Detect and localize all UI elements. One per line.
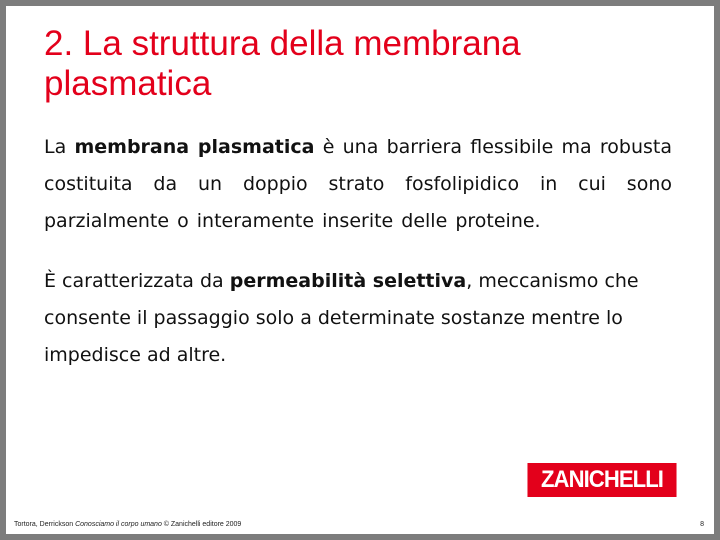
paragraph-permeability [44, 263, 672, 374]
page-number: 8 [700, 521, 704, 528]
paragraph-definition [44, 129, 672, 240]
footer-authors: Tortora, Derrickson [14, 521, 76, 528]
paragraph-definition-post: è una barriera flessibile ma robusta costituita da un doppio strato fosfolipidico in cui sono parzialmente o interamente inserite delle proteine. [44, 136, 672, 232]
footer-book-title: Conosciamo il corpo umano [75, 521, 162, 528]
paragraph-permeability-pre: È caratterizzata da [44, 270, 230, 292]
term-permeabilita-selettiva: permeabilità selettiva [229, 270, 467, 292]
paragraph-permeability-post: , meccanismo che consente il passaggio solo a determinate sostanze mentre lo impedisce ad altre. [44, 270, 639, 366]
term-membrana-plasmatica: membrana plasmatica [74, 136, 315, 158]
paragraph-definition-pre: La [44, 136, 75, 158]
slide [6, 6, 714, 534]
footer-credit [14, 521, 241, 528]
zanichelli-logo: ZANICHELLI [527, 463, 676, 497]
slide-title: 2. La struttura della membrana plasmatica [44, 24, 521, 103]
footer-publisher: © Zanichelli editore 2009 [161, 521, 242, 528]
